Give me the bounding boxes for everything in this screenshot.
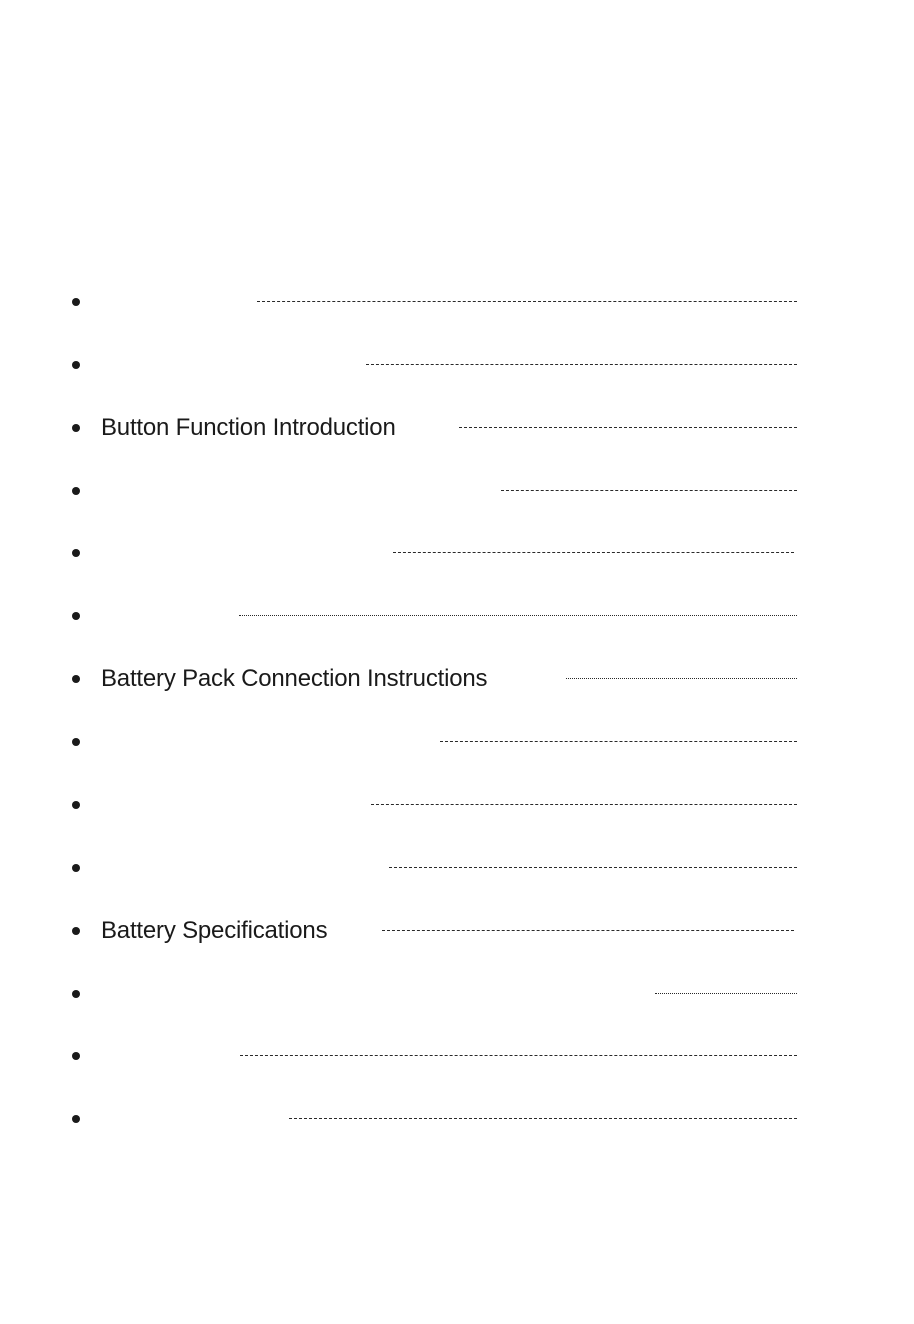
bullet-icon: [72, 1052, 80, 1060]
leader-line: [459, 427, 797, 428]
bullet-icon: [72, 298, 80, 306]
leader-line: [440, 741, 797, 742]
bullet-icon: [72, 927, 80, 935]
bullet-icon: [72, 864, 80, 872]
bullet-icon: [72, 801, 80, 809]
leader-line: [240, 1055, 797, 1056]
bullet-icon: [72, 549, 80, 557]
leader-line: [289, 1118, 797, 1119]
bullet-icon: [72, 675, 80, 683]
leader-line: [382, 930, 794, 931]
leader-line: [389, 867, 797, 868]
toc-entry-label: Battery Specifications: [101, 917, 328, 944]
leader-line: [501, 490, 797, 491]
bullet-icon: [72, 361, 80, 369]
leader-line: [366, 364, 797, 365]
bullet-icon: [72, 612, 80, 620]
leader-line: [393, 552, 794, 553]
bullet-icon: [72, 738, 80, 746]
toc-entry-label: Button Function Introduction: [101, 414, 396, 441]
leader-line: [257, 301, 797, 302]
bullet-icon: [72, 1115, 80, 1123]
leader-line: [566, 678, 797, 679]
leader-line: [655, 993, 797, 994]
leader-line: [371, 804, 797, 805]
toc-entry-label: Battery Pack Connection Instructions: [101, 665, 488, 692]
bullet-icon: [72, 990, 80, 998]
bullet-icon: [72, 424, 80, 432]
bullet-icon: [72, 487, 80, 495]
leader-line: [239, 615, 797, 616]
